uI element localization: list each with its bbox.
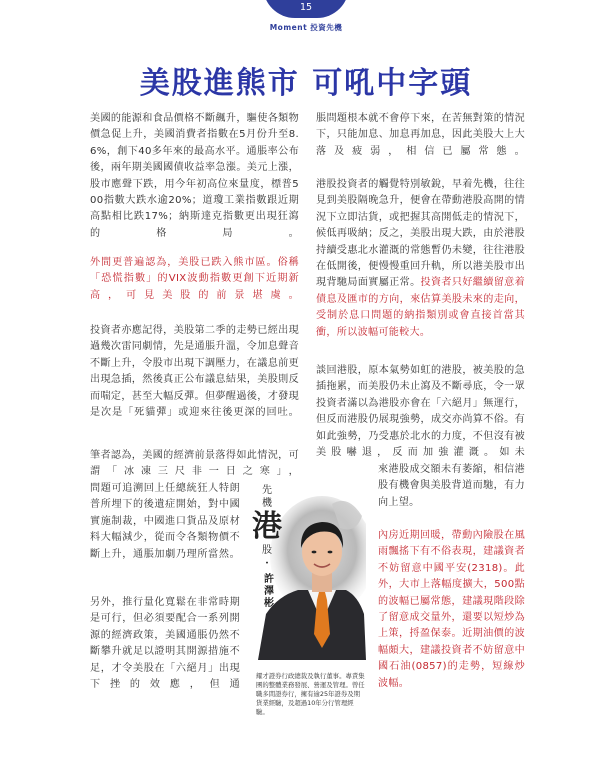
left-paragraph-4-intro: 筆者認為，美國的經濟前景落得如此情況，可謂「冰凍三尺非一日之寒」， xyxy=(90,450,299,478)
left-paragraph-2-highlight: 外間更普遍認為，美股已跌入熊市區。俗稱「恐慌指數」的VIX波動指數更創下近期新高，可見美股的前景堪虞。 xyxy=(90,257,299,301)
right-paragraph-2 xyxy=(316,177,525,341)
right-paragraph-3-body: 談回港股，原本氣勢如虹的港股，被美股的急插拖累，而美股仍未止瀉及不斷尋底，令一眾投資者滿以為港股亦會在「六絕月」無運行，但反而港股仍展現強勢，成交亦尚算不俗。有如此強勢，乃受惠於北水的力度，不但沒有被美股嚇退，反而加強灌溉。如未 xyxy=(316,365,525,459)
left-paragraph-4-body: 問題可追溯回上任總統狂人特朗普所埋下的後遺症開始，對中國實施制裁，中國進口貨品及原材料大幅減少，從而令各類物價不斷上升，通脹加劇乃理所當然。 xyxy=(90,483,240,560)
badge-top-text: 先機 xyxy=(262,485,272,509)
left-paragraph-3: 投資者亦應記得，美股第二季的走勢已經出現過幾次雷同劇情，先是通脹升溫，令加息聲音不斷上升，令股市出現下調壓力，在議息前更出現急插，然後真正公布議息結果，美股則反而喘定，甚至大幅反彈。但夢醒過後，才發現是次是「死貓彈」或迎來往後更深的回吐。 xyxy=(90,325,299,419)
author-bio: 耀才證券行政總裁及執行董事。專責集團的整體業務發展、營運及管理。曾任職多間證券行，擁有逾25年證券及期貨業經驗，及超過10年分行管理經驗。 xyxy=(256,672,365,716)
page-number: 15 xyxy=(299,2,313,13)
badge-bottom-text: 股 xyxy=(262,545,272,556)
badge-dot: · xyxy=(265,558,269,569)
right-paragraph-3-end: 來港股成交額未有萎縮，相信港股有機會與美股背道而馳，有力向上望。 xyxy=(378,464,525,508)
author-name: 許澤彬 xyxy=(264,574,274,609)
right-paragraph-1: 脹問題根本就不會停下來，在苦無對策的情況下，只能加息、加息再加息，因此美股大上大落及疲弱，相信已屬常態。 xyxy=(316,113,525,157)
left-paragraph-1: 美國的能源和食品價格不斷飆升，驅使各類物價急促上升，美國消費者指數在5月份升至8.6%，創下40多年來的最高水平。通脹率公布後，兩年期美國國債收益率急漲。美元上漲，股市應聲下跌，用今年初高位來量度，標普500指數大跌水逾20%；道瓊工業指數跟近期高點相比跌17%；納斯達克指數更出現狂瀉的格局。 xyxy=(90,113,299,239)
article-title: 美股進熊市 可吼中字頭 xyxy=(139,66,473,101)
right-paragraph-2-text: 港股投資者的觸覺特別敏銳，早着先機，往往見到美股隔晚急升，便會在帶動港股高開的情況下立即沽貨，或把握其高開低走的情況下，候低再吸納；反之，美股出現大跌，由於港股持續受惠北水灌溉的常態暫仍未變，往往港股在低開後，便慢慢重回升軌，所以港美股市出現背馳局面實屬正常。 xyxy=(316,179,525,289)
right-paragraph-4-highlight: 內房近期回暖，帶動內險股在風雨飄搖下有不俗表現，建議資者不妨留意中國平安(2318)。此外，大市上落幅度擴大，500點的波幅已屬常態，建議現階段除了留意成交量外，還要以短炒為上策，捋盈保泰。近期油價的波幅頗大，建議投資者不妨留意中國石油(0857)的走勢，短線炒波幅。 xyxy=(378,530,525,689)
right-paragraph-2-highlight: 投資者只好繼續留意着債息及匯市的方向，來估算美股未來的走向，受制於息口問題的納指類別或會直接首當其衝，所以波幅可能較大。 xyxy=(316,277,526,338)
badge-big-character: 港 xyxy=(252,509,282,544)
left-paragraph-5: 另外，推行量化寬鬆在非常時期是可行，但必須要配合一系列開源的經濟政策，美國通脹仍然不斷攀升就足以證明其開源措施不足，才令美股在「六絕月」出現下挫的效應，但通 xyxy=(90,597,240,691)
section-label: Moment 投資先機 xyxy=(269,23,343,32)
